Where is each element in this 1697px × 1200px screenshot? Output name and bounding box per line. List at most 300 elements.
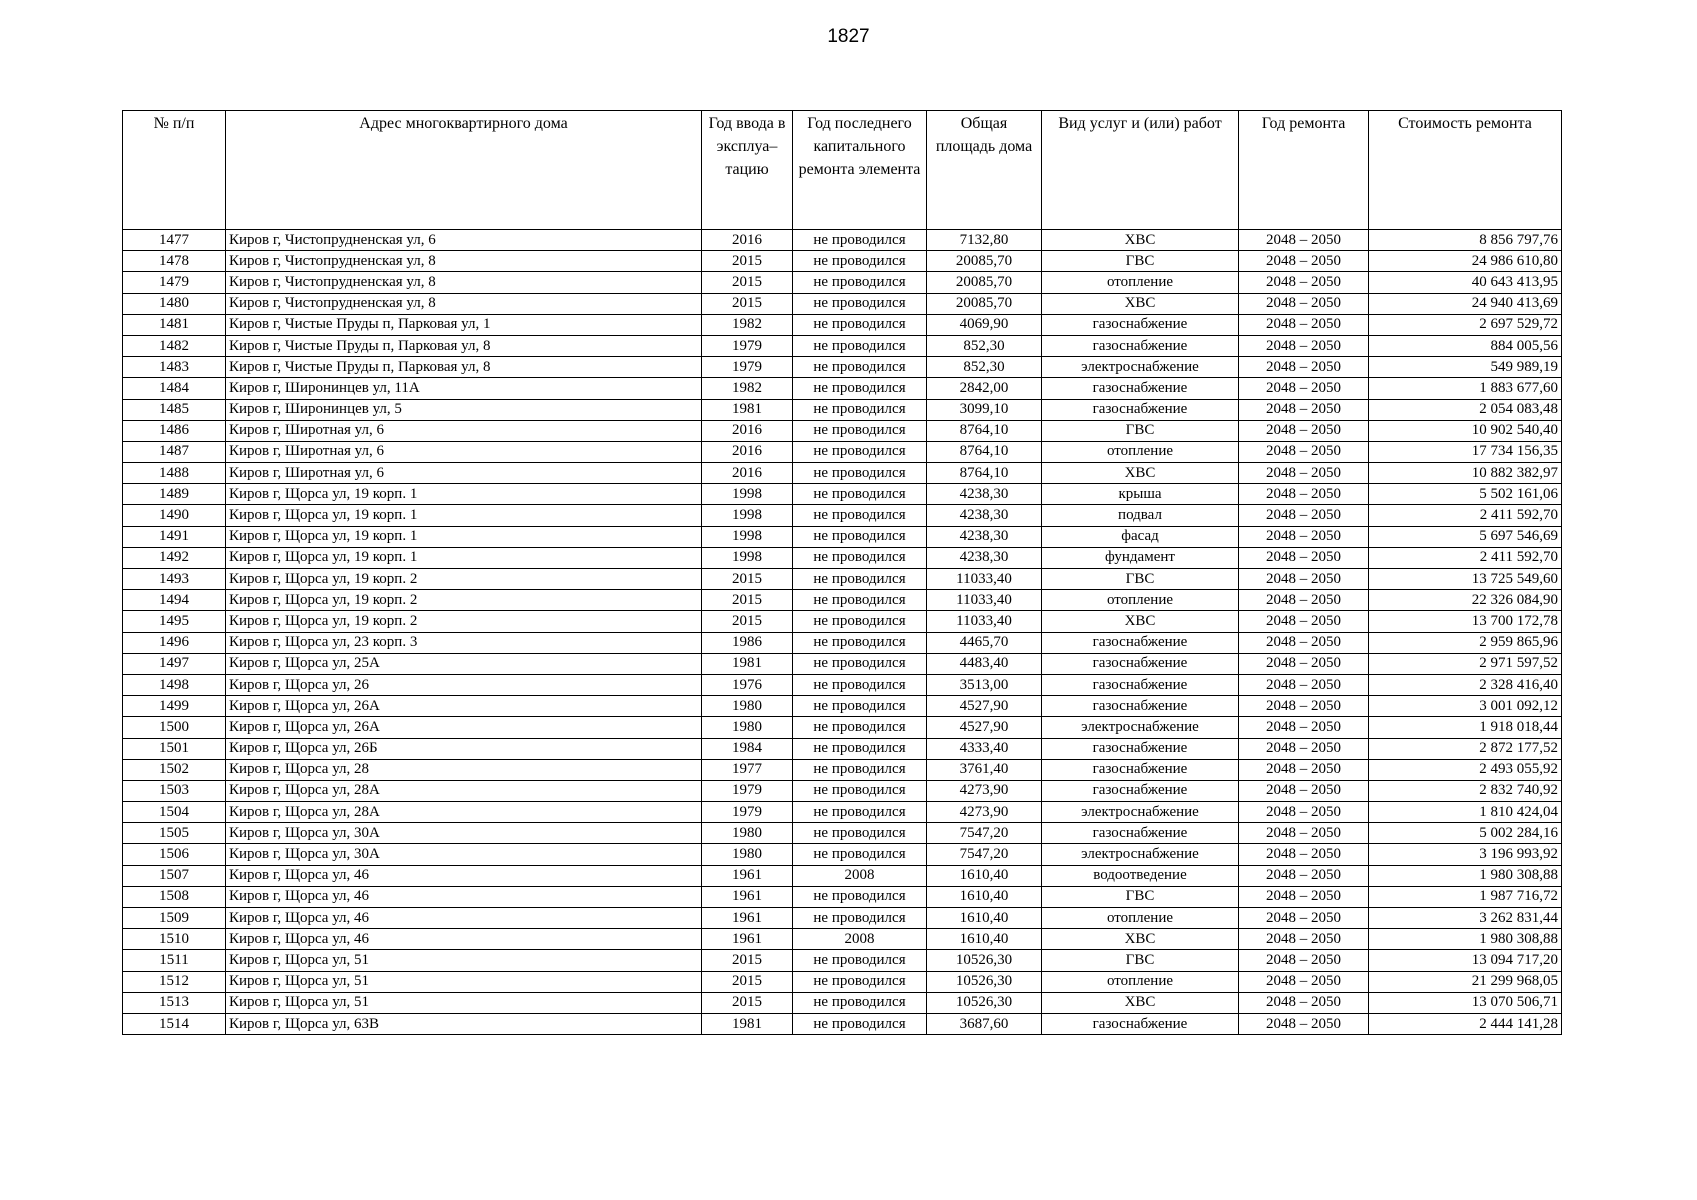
cell-total-area: 2842,00 [927,378,1042,399]
cell-repair-years: 2048 – 2050 [1239,293,1369,314]
cell-service-type: ГВС [1042,886,1239,907]
cell-commission-year: 1981 [702,399,793,420]
table-row [123,357,1562,378]
cell-address: Киров г, Щорса ул, 46 [226,865,702,886]
cell-total-area: 4527,90 [927,717,1042,738]
cell-last-repair-year: не проводился [793,780,927,801]
cell-last-repair-year: не проводился [793,674,927,695]
cell-repair-years: 2048 – 2050 [1239,823,1369,844]
cell-last-repair-year: не проводился [793,547,927,568]
cell-address: Киров г, Чистые Пруды п, Парковая ул, 1 [226,314,702,335]
cell-number: 1505 [123,823,226,844]
table-row [123,632,1562,653]
cell-number: 1494 [123,590,226,611]
cell-address: Киров г, Щорса ул, 63В [226,1013,702,1034]
cell-last-repair-year: не проводился [793,293,927,314]
cell-service-type: отопление [1042,971,1239,992]
cell-repair-years: 2048 – 2050 [1239,759,1369,780]
cell-repair-years: 2048 – 2050 [1239,484,1369,505]
cell-address: Киров г, Чистопрудненская ул, 8 [226,293,702,314]
cell-service-type: ГВС [1042,251,1239,272]
cell-commission-year: 1980 [702,717,793,738]
cell-commission-year: 1961 [702,929,793,950]
cell-commission-year: 1982 [702,314,793,335]
cell-repair-years: 2048 – 2050 [1239,378,1369,399]
cell-number: 1478 [123,251,226,272]
cell-commission-year: 1998 [702,526,793,547]
cell-total-area: 1610,40 [927,908,1042,929]
cell-service-type: крыша [1042,484,1239,505]
cell-number: 1501 [123,738,226,759]
table-row [123,886,1562,907]
cell-last-repair-year: не проводился [793,505,927,526]
cell-service-type: отопление [1042,441,1239,462]
cell-address: Киров г, Щорса ул, 26Б [226,738,702,759]
cell-repair-cost: 549 989,19 [1369,357,1562,378]
table-row [123,802,1562,823]
cell-repair-cost: 21 299 968,05 [1369,971,1562,992]
table-row [123,950,1562,971]
cell-number: 1485 [123,399,226,420]
cell-last-repair-year: не проводился [793,251,927,272]
cell-repair-years: 2048 – 2050 [1239,230,1369,251]
cell-commission-year: 1977 [702,759,793,780]
cell-address: Киров г, Широнинцев ул, 5 [226,399,702,420]
cell-repair-years: 2048 – 2050 [1239,463,1369,484]
cell-commission-year: 2015 [702,950,793,971]
cell-address: Киров г, Щорса ул, 46 [226,886,702,907]
cell-total-area: 3099,10 [927,399,1042,420]
cell-number: 1498 [123,674,226,695]
table-row [123,251,1562,272]
cell-last-repair-year: не проводился [793,441,927,462]
cell-repair-cost: 2 411 592,70 [1369,505,1562,526]
cell-number: 1492 [123,547,226,568]
cell-service-type: газоснабжение [1042,674,1239,695]
table-row [123,992,1562,1013]
cell-service-type: ХВС [1042,929,1239,950]
cell-commission-year: 1979 [702,335,793,356]
cell-repair-cost: 2 971 597,52 [1369,653,1562,674]
cell-commission-year: 1986 [702,632,793,653]
cell-last-repair-year: не проводился [793,378,927,399]
cell-repair-cost: 13 700 172,78 [1369,611,1562,632]
cell-repair-cost: 2 411 592,70 [1369,547,1562,568]
cell-total-area: 8764,10 [927,441,1042,462]
cell-repair-cost: 40 643 413,95 [1369,272,1562,293]
cell-last-repair-year: не проводился [793,971,927,992]
cell-total-area: 852,30 [927,357,1042,378]
cell-last-repair-year: не проводился [793,908,927,929]
table-row [123,908,1562,929]
table-row [123,717,1562,738]
cell-service-type: газоснабжение [1042,696,1239,717]
table-body [123,230,1562,1035]
cell-commission-year: 2015 [702,971,793,992]
cell-repair-cost: 3 196 993,92 [1369,844,1562,865]
cell-commission-year: 1998 [702,505,793,526]
cell-repair-cost: 24 940 413,69 [1369,293,1562,314]
cell-commission-year: 2015 [702,569,793,590]
cell-repair-years: 2048 – 2050 [1239,335,1369,356]
cell-address: Киров г, Щорса ул, 26А [226,717,702,738]
cell-total-area: 8764,10 [927,420,1042,441]
cell-last-repair-year: не проводился [793,738,927,759]
cell-last-repair-year: не проводился [793,357,927,378]
cell-repair-years: 2048 – 2050 [1239,314,1369,335]
cell-total-area: 4483,40 [927,653,1042,674]
cell-repair-years: 2048 – 2050 [1239,738,1369,759]
table-row [123,526,1562,547]
cell-number: 1491 [123,526,226,547]
cell-repair-years: 2048 – 2050 [1239,357,1369,378]
cell-repair-years: 2048 – 2050 [1239,886,1369,907]
cell-total-area: 3761,40 [927,759,1042,780]
cell-address: Киров г, Чистопрудненская ул, 8 [226,251,702,272]
cell-number: 1487 [123,441,226,462]
cell-last-repair-year: не проводился [793,823,927,844]
cell-commission-year: 2015 [702,293,793,314]
cell-commission-year: 1979 [702,802,793,823]
cell-total-area: 11033,40 [927,590,1042,611]
cell-commission-year: 1979 [702,357,793,378]
cell-service-type: газоснабжение [1042,759,1239,780]
cell-repair-cost: 2 054 083,48 [1369,399,1562,420]
cell-repair-years: 2048 – 2050 [1239,844,1369,865]
cell-number: 1481 [123,314,226,335]
cell-service-type: газоснабжение [1042,823,1239,844]
header-repair-cost: Стоимость ремонта [1369,111,1562,230]
cell-last-repair-year: не проводился [793,844,927,865]
cell-total-area: 1610,40 [927,886,1042,907]
cell-service-type: электроснабжение [1042,802,1239,823]
cell-number: 1486 [123,420,226,441]
header-number: № п/п [123,111,226,230]
table-row [123,674,1562,695]
cell-total-area: 10526,30 [927,950,1042,971]
cell-repair-years: 2048 – 2050 [1239,696,1369,717]
cell-repair-years: 2048 – 2050 [1239,802,1369,823]
cell-address: Киров г, Широнинцев ул, 11А [226,378,702,399]
cell-last-repair-year: не проводился [793,420,927,441]
cell-repair-years: 2048 – 2050 [1239,547,1369,568]
table-row [123,399,1562,420]
cell-repair-cost: 1 883 677,60 [1369,378,1562,399]
cell-last-repair-year: не проводился [793,272,927,293]
cell-commission-year: 1981 [702,1013,793,1034]
cell-number: 1502 [123,759,226,780]
cell-repair-years: 2048 – 2050 [1239,251,1369,272]
cell-number: 1511 [123,950,226,971]
cell-total-area: 1610,40 [927,865,1042,886]
cell-total-area: 4069,90 [927,314,1042,335]
cell-repair-cost: 5 502 161,06 [1369,484,1562,505]
cell-service-type: электроснабжение [1042,717,1239,738]
cell-commission-year: 2016 [702,230,793,251]
cell-repair-cost: 5 697 546,69 [1369,526,1562,547]
cell-last-repair-year: не проводился [793,802,927,823]
cell-repair-cost: 8 856 797,76 [1369,230,1562,251]
table-row [123,569,1562,590]
cell-commission-year: 1984 [702,738,793,759]
cell-total-area: 4238,30 [927,547,1042,568]
cell-total-area: 8764,10 [927,463,1042,484]
cell-service-type: газоснабжение [1042,738,1239,759]
cell-repair-years: 2048 – 2050 [1239,272,1369,293]
cell-service-type: газоснабжение [1042,780,1239,801]
cell-address: Киров г, Широтная ул, 6 [226,441,702,462]
cell-number: 1500 [123,717,226,738]
cell-total-area: 3513,00 [927,674,1042,695]
table-row [123,780,1562,801]
cell-repair-cost: 2 328 416,40 [1369,674,1562,695]
cell-total-area: 11033,40 [927,611,1042,632]
cell-commission-year: 1980 [702,696,793,717]
cell-commission-year: 1961 [702,886,793,907]
cell-service-type: отопление [1042,272,1239,293]
cell-address: Киров г, Щорса ул, 19 корп. 2 [226,611,702,632]
table-row [123,738,1562,759]
cell-last-repair-year: не проводился [793,335,927,356]
cell-repair-years: 2048 – 2050 [1239,399,1369,420]
table-row [123,463,1562,484]
cell-commission-year: 1980 [702,844,793,865]
cell-address: Киров г, Щорса ул, 28А [226,780,702,801]
cell-total-area: 3687,60 [927,1013,1042,1034]
cell-last-repair-year: не проводился [793,653,927,674]
cell-service-type: электроснабжение [1042,357,1239,378]
cell-repair-years: 2048 – 2050 [1239,653,1369,674]
cell-service-type: водоотведение [1042,865,1239,886]
cell-address: Киров г, Щорса ул, 19 корп. 1 [226,505,702,526]
cell-last-repair-year: не проводился [793,590,927,611]
table-row [123,230,1562,251]
cell-repair-years: 2048 – 2050 [1239,950,1369,971]
table-row [123,335,1562,356]
cell-service-type: фасад [1042,526,1239,547]
cell-service-type: ГВС [1042,420,1239,441]
cell-service-type: электроснабжение [1042,844,1239,865]
table-row [123,865,1562,886]
cell-last-repair-year: не проводился [793,399,927,420]
cell-commission-year: 2015 [702,272,793,293]
cell-total-area: 4333,40 [927,738,1042,759]
table-row [123,653,1562,674]
cell-address: Киров г, Щорса ул, 26А [226,696,702,717]
cell-repair-years: 2048 – 2050 [1239,441,1369,462]
cell-number: 1513 [123,992,226,1013]
cell-service-type: газоснабжение [1042,335,1239,356]
table-row [123,971,1562,992]
cell-repair-years: 2048 – 2050 [1239,929,1369,950]
cell-commission-year: 1961 [702,865,793,886]
cell-last-repair-year: 2008 [793,865,927,886]
cell-total-area: 4238,30 [927,526,1042,547]
cell-repair-cost: 1 987 716,72 [1369,886,1562,907]
cell-repair-years: 2048 – 2050 [1239,420,1369,441]
cell-number: 1506 [123,844,226,865]
cell-repair-cost: 10 882 382,97 [1369,463,1562,484]
cell-address: Киров г, Чистопрудненская ул, 6 [226,230,702,251]
cell-number: 1482 [123,335,226,356]
cell-last-repair-year: не проводился [793,611,927,632]
cell-service-type: газоснабжение [1042,632,1239,653]
cell-address: Киров г, Щорса ул, 25А [226,653,702,674]
cell-commission-year: 2015 [702,251,793,272]
cell-address: Киров г, Щорса ул, 30А [226,844,702,865]
cell-address: Киров г, Щорса ул, 46 [226,929,702,950]
cell-repair-cost: 13 725 549,60 [1369,569,1562,590]
cell-commission-year: 1998 [702,484,793,505]
cell-repair-years: 2048 – 2050 [1239,908,1369,929]
table-row [123,441,1562,462]
table-row [123,293,1562,314]
cell-service-type: подвал [1042,505,1239,526]
cell-number: 1489 [123,484,226,505]
cell-service-type: газоснабжение [1042,1013,1239,1034]
cell-address: Киров г, Щорса ул, 30А [226,823,702,844]
cell-address: Киров г, Щорса ул, 46 [226,908,702,929]
cell-number: 1497 [123,653,226,674]
table-row [123,505,1562,526]
cell-total-area: 4465,70 [927,632,1042,653]
cell-repair-years: 2048 – 2050 [1239,505,1369,526]
cell-address: Киров г, Щорса ул, 19 корп. 2 [226,590,702,611]
cell-repair-cost: 2 493 055,92 [1369,759,1562,780]
cell-last-repair-year: не проводился [793,526,927,547]
cell-repair-years: 2048 – 2050 [1239,674,1369,695]
cell-number: 1490 [123,505,226,526]
cell-repair-cost: 5 002 284,16 [1369,823,1562,844]
cell-commission-year: 1982 [702,378,793,399]
cell-number: 1512 [123,971,226,992]
table-row [123,929,1562,950]
header-commission-year: Год ввода в эксплуа–тацию [702,111,793,230]
cell-address: Киров г, Щорса ул, 51 [226,992,702,1013]
cell-commission-year: 2015 [702,590,793,611]
cell-number: 1504 [123,802,226,823]
cell-commission-year: 1976 [702,674,793,695]
table-row [123,1013,1562,1034]
cell-last-repair-year: не проводился [793,463,927,484]
cell-commission-year: 2015 [702,992,793,1013]
cell-number: 1507 [123,865,226,886]
cell-total-area: 4238,30 [927,484,1042,505]
cell-number: 1480 [123,293,226,314]
cell-commission-year: 2016 [702,441,793,462]
cell-address: Киров г, Щорса ул, 51 [226,971,702,992]
cell-number: 1484 [123,378,226,399]
cell-service-type: ГВС [1042,569,1239,590]
cell-number: 1514 [123,1013,226,1034]
cell-total-area: 7547,20 [927,844,1042,865]
cell-number: 1493 [123,569,226,590]
cell-service-type: отопление [1042,908,1239,929]
table-row [123,314,1562,335]
cell-number: 1510 [123,929,226,950]
cell-number: 1508 [123,886,226,907]
cell-address: Киров г, Чистые Пруды п, Парковая ул, 8 [226,357,702,378]
table-row [123,823,1562,844]
cell-repair-cost: 13 094 717,20 [1369,950,1562,971]
table-row [123,590,1562,611]
cell-commission-year: 1961 [702,908,793,929]
table-row [123,611,1562,632]
table-row [123,420,1562,441]
cell-address: Киров г, Щорса ул, 51 [226,950,702,971]
cell-total-area: 10526,30 [927,992,1042,1013]
cell-service-type: ХВС [1042,992,1239,1013]
cell-number: 1488 [123,463,226,484]
cell-last-repair-year: не проводился [793,950,927,971]
table-row [123,759,1562,780]
cell-commission-year: 1979 [702,780,793,801]
cell-repair-cost: 2 872 177,52 [1369,738,1562,759]
cell-repair-years: 2048 – 2050 [1239,632,1369,653]
cell-address: Киров г, Широтная ул, 6 [226,420,702,441]
cell-total-area: 4527,90 [927,696,1042,717]
cell-number: 1509 [123,908,226,929]
cell-total-area: 7132,80 [927,230,1042,251]
cell-service-type: ХВС [1042,230,1239,251]
cell-total-area: 4273,90 [927,802,1042,823]
cell-service-type: газоснабжение [1042,378,1239,399]
cell-total-area: 852,30 [927,335,1042,356]
cell-last-repair-year: не проводился [793,886,927,907]
cell-repair-years: 2048 – 2050 [1239,780,1369,801]
cell-repair-years: 2048 – 2050 [1239,971,1369,992]
cell-total-area: 20085,70 [927,272,1042,293]
cell-service-type: ХВС [1042,463,1239,484]
cell-repair-cost: 10 902 540,40 [1369,420,1562,441]
cell-repair-cost: 24 986 610,80 [1369,251,1562,272]
header-row [123,111,1562,230]
cell-service-type: ХВС [1042,293,1239,314]
table-row [123,378,1562,399]
cell-repair-cost: 2 832 740,92 [1369,780,1562,801]
cell-number: 1499 [123,696,226,717]
cell-service-type: газоснабжение [1042,653,1239,674]
cell-total-area: 1610,40 [927,929,1042,950]
table-row [123,272,1562,293]
cell-last-repair-year: не проводился [793,1013,927,1034]
cell-address: Киров г, Щорса ул, 19 корп. 1 [226,547,702,568]
cell-number: 1479 [123,272,226,293]
cell-repair-cost: 3 262 831,44 [1369,908,1562,929]
cell-repair-cost: 1 980 308,88 [1369,865,1562,886]
cell-total-area: 11033,40 [927,569,1042,590]
cell-total-area: 4273,90 [927,780,1042,801]
cell-number: 1503 [123,780,226,801]
cell-service-type: ГВС [1042,950,1239,971]
cell-last-repair-year: не проводился [793,696,927,717]
header-service-type: Вид услуг и (или) работ [1042,111,1239,230]
cell-repair-years: 2048 – 2050 [1239,717,1369,738]
cell-commission-year: 2015 [702,611,793,632]
cell-address: Киров г, Щорса ул, 28А [226,802,702,823]
cell-commission-year: 2016 [702,420,793,441]
cell-last-repair-year: не проводился [793,569,927,590]
cell-last-repair-year: не проводился [793,992,927,1013]
cell-address: Киров г, Чистые Пруды п, Парковая ул, 8 [226,335,702,356]
cell-address: Киров г, Щорса ул, 26 [226,674,702,695]
table-row [123,844,1562,865]
cell-number: 1496 [123,632,226,653]
cell-last-repair-year: не проводился [793,759,927,780]
cell-last-repair-year: не проводился [793,484,927,505]
cell-number: 1495 [123,611,226,632]
cell-service-type: газоснабжение [1042,399,1239,420]
